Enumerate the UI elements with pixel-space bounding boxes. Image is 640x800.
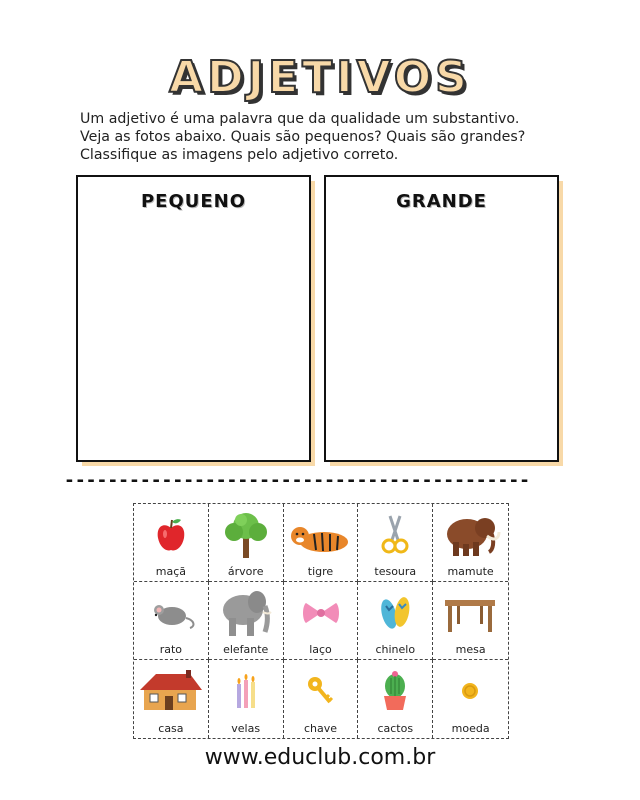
instruction-line: Um adjetivo é uma palavra que da qualidade um substantivo. xyxy=(80,111,520,127)
card-label: árvore xyxy=(227,565,264,578)
bow-icon xyxy=(284,584,358,642)
card-label: rato xyxy=(159,643,183,656)
card-label: maçã xyxy=(155,565,187,578)
card-label: tigre xyxy=(307,565,334,578)
grande-title: GRANDE xyxy=(396,191,487,212)
card-label: moeda xyxy=(451,722,490,735)
card-tigre[interactable] xyxy=(284,504,359,582)
page-title: ADJETIVOS xyxy=(169,52,471,103)
card-moeda[interactable] xyxy=(433,660,508,738)
card-cactos[interactable] xyxy=(358,660,433,738)
cards-grid xyxy=(133,503,509,739)
apple-icon xyxy=(134,506,208,564)
card-tesoura[interactable] xyxy=(358,504,433,582)
card-maca[interactable] xyxy=(134,504,209,582)
tree-icon xyxy=(209,506,283,564)
house-icon xyxy=(134,662,208,720)
instructions xyxy=(80,110,580,164)
scissors-icon xyxy=(358,506,432,564)
card-velas[interactable] xyxy=(209,660,284,738)
mammoth-icon xyxy=(433,506,507,564)
grande-box xyxy=(324,175,559,462)
card-chinelo[interactable] xyxy=(358,582,433,660)
card-mamute[interactable] xyxy=(433,504,508,582)
card-elefante[interactable] xyxy=(209,582,284,660)
card-rato[interactable] xyxy=(134,582,209,660)
card-casa[interactable] xyxy=(134,660,209,738)
mouse-icon xyxy=(134,584,208,642)
card-label: chave xyxy=(303,722,338,735)
elephant-icon xyxy=(209,584,283,642)
card-label: tesoura xyxy=(374,565,417,578)
table-icon xyxy=(433,584,507,642)
card-arvore[interactable] xyxy=(209,504,284,582)
flip-flops-icon xyxy=(358,584,432,642)
card-label: mesa xyxy=(455,643,486,656)
cactus-icon xyxy=(358,662,432,720)
card-label: elefante xyxy=(223,643,269,656)
instruction-line: Classifique as imagens pelo adjetivo correto. xyxy=(80,147,399,163)
card-label: mamute xyxy=(447,565,494,578)
card-label: laço xyxy=(309,643,332,656)
footer-url[interactable]: www.educlub.com.br xyxy=(204,745,436,770)
card-label: cactos xyxy=(377,722,414,735)
card-mesa[interactable] xyxy=(433,582,508,660)
instruction-line: Veja as fotos abaixo. Quais são pequenos? Quais são grandes? xyxy=(80,129,526,145)
coin-icon xyxy=(433,662,507,720)
card-chave[interactable] xyxy=(284,660,359,738)
card-label: chinelo xyxy=(375,643,416,656)
card-label: velas xyxy=(231,722,261,735)
candles-icon xyxy=(209,662,283,720)
tiger-icon xyxy=(284,506,358,564)
key-icon xyxy=(284,662,358,720)
pequeno-box xyxy=(76,175,311,462)
pequeno-title: PEQUENO xyxy=(140,191,247,212)
card-label: casa xyxy=(158,722,184,735)
card-laco[interactable] xyxy=(284,582,359,660)
cut-line: ------------------------------------------- xyxy=(64,470,530,490)
